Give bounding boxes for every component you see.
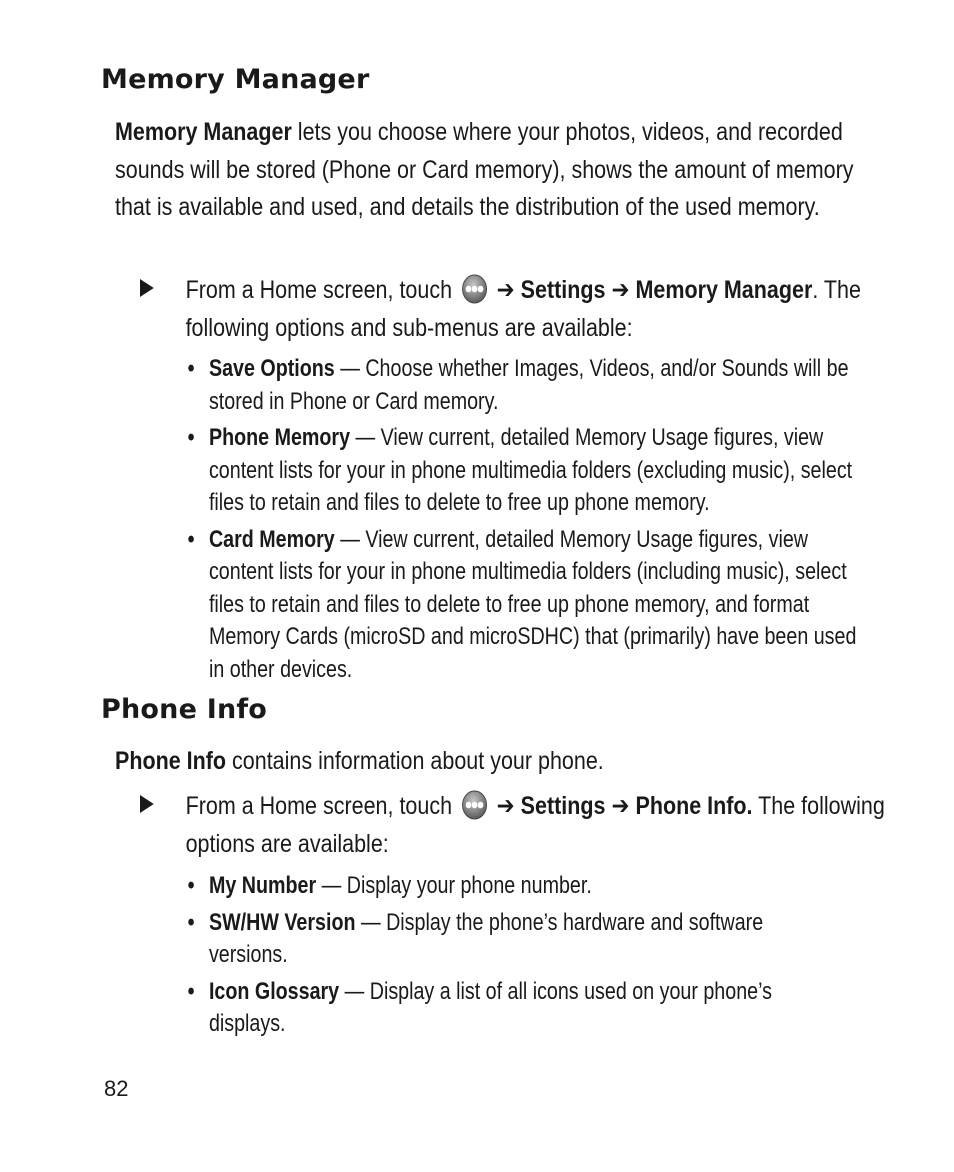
list-item [186, 524, 871, 687]
intro-text: lets you choose where your photos, videos, and recorded sounds will be stored (Phone or Card memory), shows the amount of memory that is available and used, and details the distribution of the used memory. [115, 118, 854, 221]
nav-arrow: ➔ [496, 792, 515, 820]
step-prefix: From a Home screen, touch [185, 792, 453, 820]
bullet: • [187, 525, 195, 553]
option-name: Icon Glossary [208, 977, 340, 1005]
step-prefix: From a Home screen, touch [185, 276, 453, 304]
intro-term: Phone Info [115, 747, 227, 775]
step-arrow-icon [140, 795, 154, 813]
option-desc: — Display the phone’s hardware and software versions. [208, 908, 764, 968]
option-desc: — View current, detailed Memory Usage figures, view content lists for your in phone multimedia folders (excluding music), select files to retain and files to delete to free up phone memory. [208, 424, 853, 516]
step-target: Phone Info. [635, 792, 753, 820]
option-name: Save Options [208, 355, 335, 382]
list-item [186, 907, 842, 972]
bullet: • [187, 355, 195, 382]
intro-term: Memory Manager [115, 118, 292, 146]
phone-info-intro [115, 743, 895, 781]
option-name: SW/HW Version [208, 908, 356, 936]
page-number: 82 [104, 1076, 129, 1101]
section-heading-phone-info: Phone Info [101, 694, 268, 725]
step-arrow-icon [140, 279, 154, 297]
intro-text: contains information about your phone. [226, 747, 604, 775]
nav-arrow: ➔ [611, 276, 630, 304]
phone-info-options [186, 870, 842, 1041]
option-desc: — Display your phone number. [316, 872, 592, 899]
nav-arrow: ➔ [496, 276, 515, 304]
nav-arrow: ➔ [611, 792, 630, 820]
step-settings: Settings [520, 792, 606, 820]
bullet: • [187, 424, 195, 451]
menu-icon [460, 274, 489, 304]
list-item [186, 976, 842, 1041]
step-suffix: . The following options and sub-menus are available: [185, 276, 861, 342]
menu-icon [460, 790, 489, 820]
list-item [186, 353, 871, 418]
option-desc: — Display a list of all icons used on your phone’s displays. [208, 977, 772, 1037]
bullet: • [187, 977, 195, 1005]
memory-manager-intro [115, 114, 872, 227]
option-name: My Number [208, 872, 317, 899]
memory-manager-options [186, 353, 871, 686]
option-desc: — View current, detailed Memory Usage figures, view content lists for your in phone multimedia folders (including music), select files to retain and files to delete to free up phone memory, and format Memory Cards (microSD and microSDHC) that (primarily) have been used in other devices. [208, 525, 857, 683]
step-target: Memory Manager [635, 276, 813, 304]
bullet: • [187, 908, 195, 936]
list-item [186, 870, 842, 903]
option-desc: — Choose whether Images, Videos, and/or Sounds will be stored in Phone or Card memory. [208, 355, 849, 415]
section-heading-memory-manager: Memory Manager [101, 64, 370, 95]
list-item [186, 422, 871, 520]
bullet: • [187, 872, 195, 899]
option-name: Card Memory [208, 525, 335, 553]
step-suffix: The following options are available: [185, 792, 885, 858]
option-name: Phone Memory [208, 424, 351, 451]
step-settings: Settings [520, 276, 606, 304]
